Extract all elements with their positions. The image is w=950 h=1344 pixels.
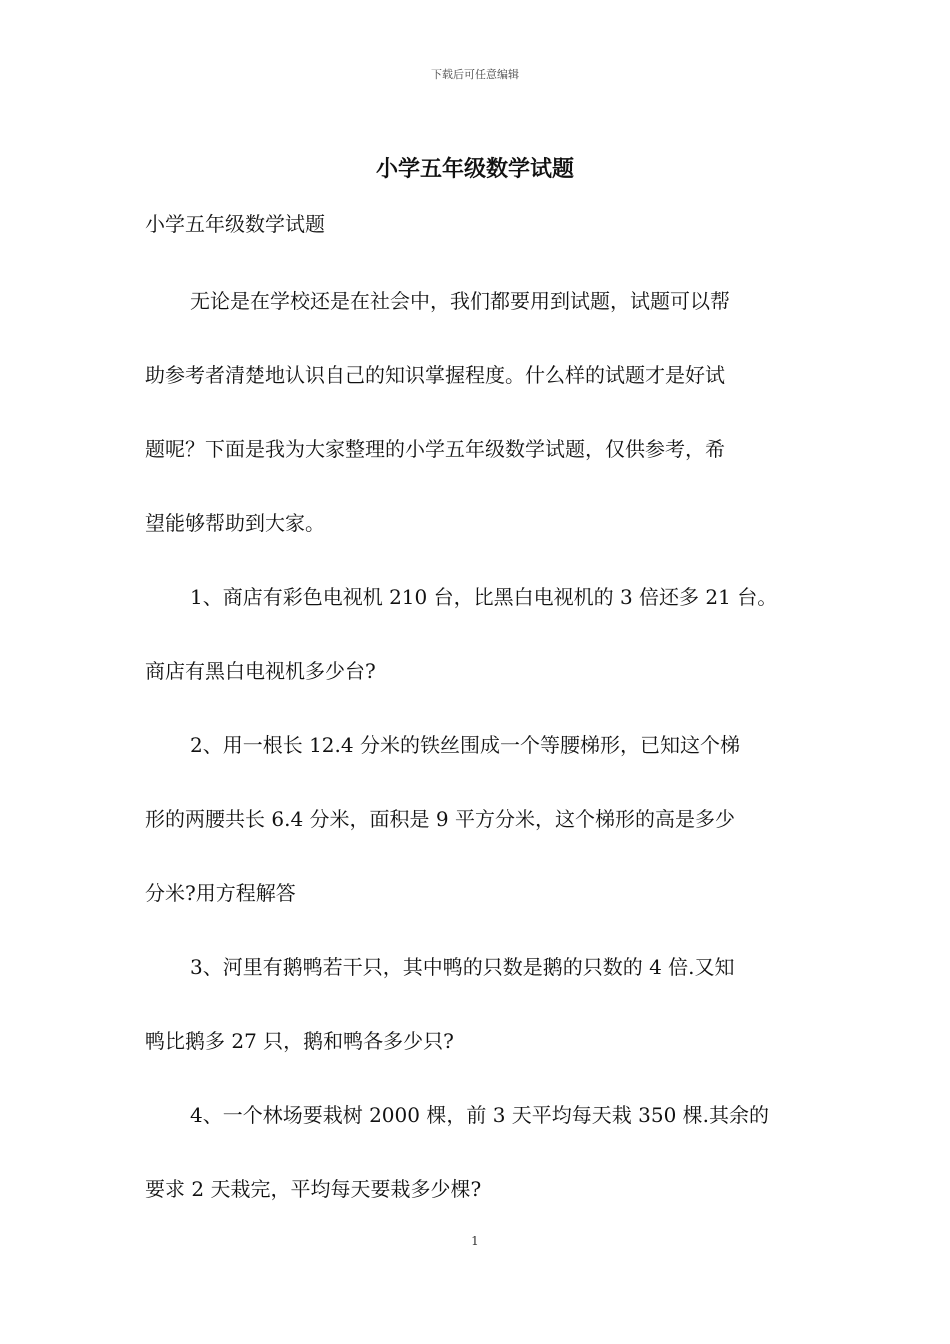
text-line: 无论是在学校还是在社会中，我们都要用到试题，试题可以帮 <box>190 289 730 313</box>
question-3 <box>145 930 807 1078</box>
page-header-note: 下载后可任意编辑 <box>431 68 519 81</box>
question-4 <box>145 1078 807 1226</box>
question-1 <box>145 560 807 708</box>
document-body <box>145 264 807 1226</box>
text-line: 商店有黑白电视机多少台? <box>145 659 376 683</box>
document-title: 小学五年级数学试题 <box>375 156 574 182</box>
text-line: 鸭比鹅多 27 只，鹅和鸭各多少只? <box>145 1029 454 1053</box>
question-2 <box>145 708 807 930</box>
text-line: 要求 2 天栽完，平均每天要栽多少棵? <box>145 1177 482 1201</box>
text-line: 2、用一根长 12.4 分米的铁丝围成一个等腰梯形，已知这个梯 <box>190 733 740 757</box>
text-line: 分米?用方程解答 <box>145 881 296 905</box>
text-line: 4、一个林场要栽树 2000 棵，前 3 天平均每天栽 350 棵.其余的 <box>190 1103 770 1127</box>
document-subtitle: 小学五年级数学试题 <box>145 212 325 236</box>
text-line: 望能够帮助到大家。 <box>145 511 325 535</box>
text-line: 题呢？下面是我为大家整理的小学五年级数学试题，仅供参考，希 <box>145 437 725 461</box>
intro-paragraph <box>145 264 807 560</box>
page-number: 1 <box>471 1234 479 1248</box>
text-line: 1、商店有彩色电视机 210 台，比黑白电视机的 3 倍还多 21 台。 <box>190 585 778 609</box>
text-line: 3、河里有鹅鸭若干只，其中鸭的只数是鹅的只数的 4 倍.又知 <box>190 955 735 979</box>
text-line: 助参考者清楚地认识自己的知识掌握程度。什么样的试题才是好试 <box>145 363 725 387</box>
text-line: 形的两腰共长 6.4 分米，面积是 9 平方分米，这个梯形的高是多少 <box>145 807 735 831</box>
